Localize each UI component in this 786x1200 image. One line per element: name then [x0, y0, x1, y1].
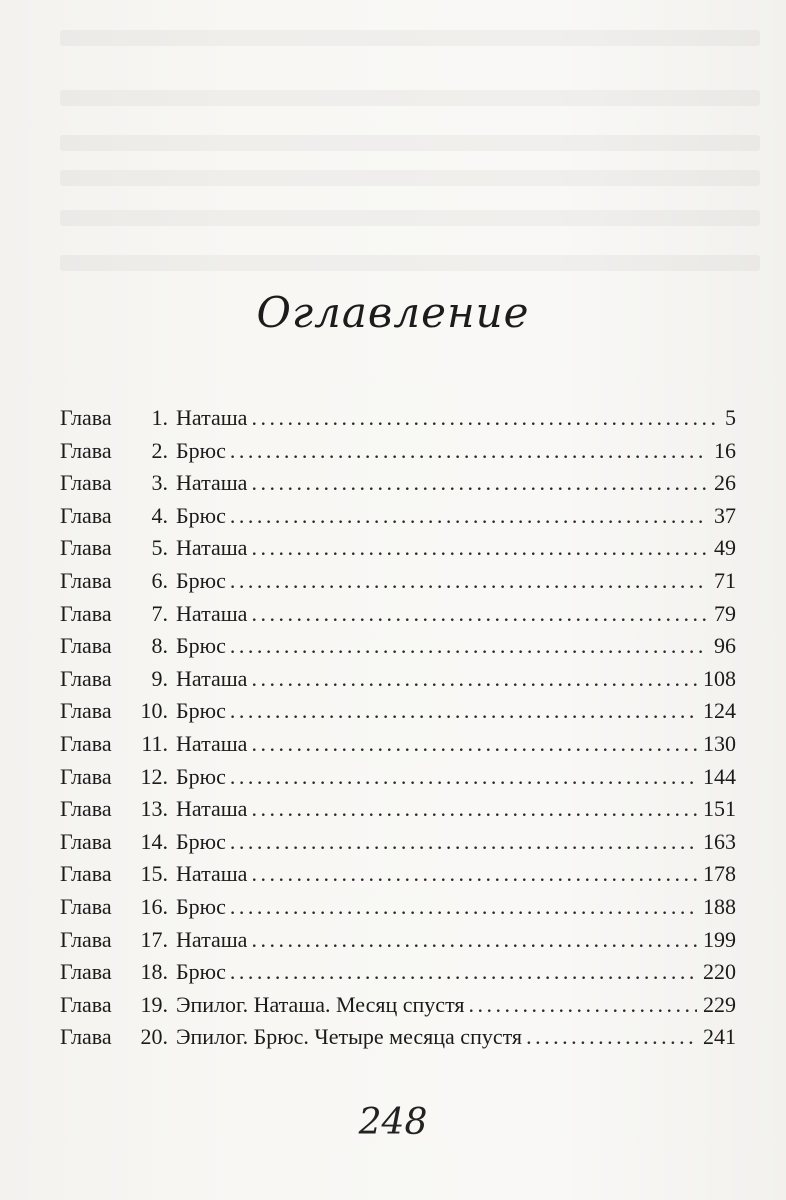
toc-entry-page: 5	[725, 405, 736, 430]
toc-entry-leader	[230, 565, 708, 598]
bleed-through-line	[60, 30, 760, 46]
toc-entry-page: 108	[703, 665, 736, 691]
toc-entry-leader	[251, 793, 697, 826]
toc-entry-prefix: Глава	[60, 893, 112, 919]
toc-entry	[60, 467, 736, 500]
toc-entry	[60, 532, 736, 565]
toc-entry	[60, 695, 736, 728]
toc-entry-number: 16.	[140, 893, 168, 919]
toc-entry-prefix: Глава	[60, 828, 112, 854]
toc-entry-title: Брюс	[176, 893, 226, 919]
toc-entry-number: 3.	[151, 470, 168, 496]
toc-entry-title: Брюс	[176, 502, 226, 528]
toc-entry-leader	[251, 858, 697, 891]
toc-entry-leader	[230, 695, 697, 728]
toc-entry	[60, 402, 736, 435]
toc-entry-page: 130	[703, 730, 736, 756]
toc-entry-leader	[469, 989, 697, 1022]
toc-entry-page: 71	[714, 567, 736, 593]
toc-entry-number: 10.	[140, 698, 168, 724]
toc-entry-prefix: Глава	[60, 730, 112, 756]
toc-entry-prefix: Глава	[60, 926, 112, 952]
toc-entry-prefix: Глава	[60, 763, 112, 789]
toc-entry-title: Наташа	[176, 600, 248, 626]
bleed-through-line	[60, 170, 760, 186]
toc-entry	[60, 793, 736, 826]
toc-entry-leader	[251, 467, 708, 500]
toc-entry-number: 6.	[151, 567, 168, 593]
toc-entry	[60, 630, 736, 663]
toc-entry	[60, 663, 736, 696]
toc-entry-title: Брюс	[176, 698, 226, 724]
toc-entry-prefix: Глава	[60, 665, 112, 691]
toc-entry-prefix: Глава	[60, 959, 112, 985]
toc-entry-page: 96	[714, 633, 736, 659]
toc-entry-leader	[230, 891, 697, 924]
toc-entry-leader	[251, 402, 719, 435]
toc-entry-leader	[251, 598, 708, 631]
toc-entry-leader	[230, 956, 697, 989]
bleed-through-line	[60, 135, 760, 151]
toc-entry-title: Наташа	[176, 405, 248, 430]
toc-entry	[60, 956, 736, 989]
toc-entry-title: Эпилог. Брюс. Четыре месяца спустя	[176, 1024, 523, 1050]
toc-entry-prefix: Глава	[60, 861, 112, 887]
bleed-through-line	[60, 90, 760, 106]
toc-entry-number: 7.	[151, 600, 168, 626]
toc-entry-number: 20.	[140, 1024, 168, 1050]
toc-entry-number: 17.	[140, 926, 168, 952]
toc-entry	[60, 598, 736, 631]
toc-entry-number: 13.	[140, 796, 168, 822]
toc-entry-number: 9.	[151, 665, 168, 691]
toc-entry-number: 19.	[140, 991, 168, 1017]
toc-entry-title: Наташа	[176, 861, 248, 887]
toc-entry-page: 188	[703, 893, 736, 919]
toc-title: Оглавление	[256, 288, 530, 337]
toc-entry-number: 5.	[151, 535, 168, 561]
toc-entry-leader	[230, 761, 697, 794]
toc-entry	[60, 1021, 736, 1054]
toc-entry-number: 4.	[151, 502, 168, 528]
toc-entry-prefix: Глава	[60, 600, 112, 626]
toc-entry-title: Брюс	[176, 959, 226, 985]
toc-entry-prefix: Глава	[60, 991, 112, 1017]
toc-entry-leader	[230, 435, 708, 468]
toc-entry-leader	[251, 728, 697, 761]
bleed-through-line	[60, 255, 760, 271]
toc-entry-prefix: Глава	[60, 698, 112, 724]
toc-entry	[60, 924, 736, 957]
toc-entry-number: 1.	[151, 405, 168, 430]
toc-entry-leader	[251, 924, 697, 957]
toc-entry	[60, 891, 736, 924]
toc-entry-leader	[230, 630, 708, 663]
toc-entry-page: 16	[714, 437, 736, 463]
bleed-through-line	[60, 210, 760, 226]
toc-entry-number: 8.	[151, 633, 168, 659]
toc-entry-page: 37	[714, 502, 736, 528]
toc-entry-page: 241	[703, 1024, 736, 1050]
toc-entry-leader	[251, 663, 697, 696]
toc-entry-leader	[230, 826, 697, 859]
toc-entry-prefix: Глава	[60, 633, 112, 659]
toc-entry-number: 11.	[141, 730, 168, 756]
toc-entry-title: Эпилог. Наташа. Месяц спустя	[176, 991, 465, 1017]
toc-entry-leader	[251, 532, 708, 565]
toc-entry-page: 229	[703, 991, 736, 1017]
toc-entry-leader	[230, 500, 708, 533]
toc-entry-page: 178	[703, 861, 736, 887]
toc-entry-page: 49	[714, 535, 736, 561]
toc-entry-title: Наташа	[176, 730, 248, 756]
table-of-contents	[60, 402, 736, 1054]
toc-entry-number: 2.	[151, 437, 168, 463]
toc-entry-page: 144	[703, 763, 736, 789]
toc-entry-page: 163	[703, 828, 736, 854]
toc-entry-number: 14.	[140, 828, 168, 854]
toc-entry-prefix: Глава	[60, 470, 112, 496]
toc-entry	[60, 728, 736, 761]
toc-entry-number: 18.	[140, 959, 168, 985]
toc-entry	[60, 826, 736, 859]
toc-entry-title: Наташа	[176, 796, 248, 822]
toc-entry-page: 151	[703, 796, 736, 822]
toc-entry-page: 124	[703, 698, 736, 724]
toc-entry-prefix: Глава	[60, 502, 112, 528]
toc-entry-title: Брюс	[176, 828, 226, 854]
toc-entry	[60, 565, 736, 598]
page-number: 248	[358, 1102, 428, 1143]
toc-entry-prefix: Глава	[60, 1024, 112, 1050]
toc-entry-number: 12.	[140, 763, 168, 789]
toc-entry	[60, 989, 736, 1022]
toc-entry	[60, 500, 736, 533]
toc-entry-prefix: Глава	[60, 535, 112, 561]
toc-entry-title: Брюс	[176, 763, 226, 789]
toc-entry-title: Наташа	[176, 470, 248, 496]
toc-entry-title: Брюс	[176, 567, 226, 593]
toc-entry-prefix: Глава	[60, 796, 112, 822]
toc-entry-title: Наташа	[176, 665, 248, 691]
toc-entry	[60, 858, 736, 891]
toc-entry-page: 26	[714, 470, 736, 496]
toc-entry-leader	[526, 1021, 697, 1054]
toc-entry-title: Брюс	[176, 633, 226, 659]
toc-entry-page: 79	[714, 600, 736, 626]
toc-entry-prefix: Глава	[60, 567, 112, 593]
toc-entry	[60, 435, 736, 468]
toc-entry-number: 15.	[140, 861, 168, 887]
toc-entry-prefix: Глава	[60, 437, 112, 463]
toc-entry-title: Наташа	[176, 535, 248, 561]
toc-entry-page: 220	[703, 959, 736, 985]
toc-entry-prefix: Глава	[60, 405, 112, 430]
toc-entry-page: 199	[703, 926, 736, 952]
toc-entry-title: Брюс	[176, 437, 226, 463]
toc-entry-title: Наташа	[176, 926, 248, 952]
toc-entry	[60, 761, 736, 794]
